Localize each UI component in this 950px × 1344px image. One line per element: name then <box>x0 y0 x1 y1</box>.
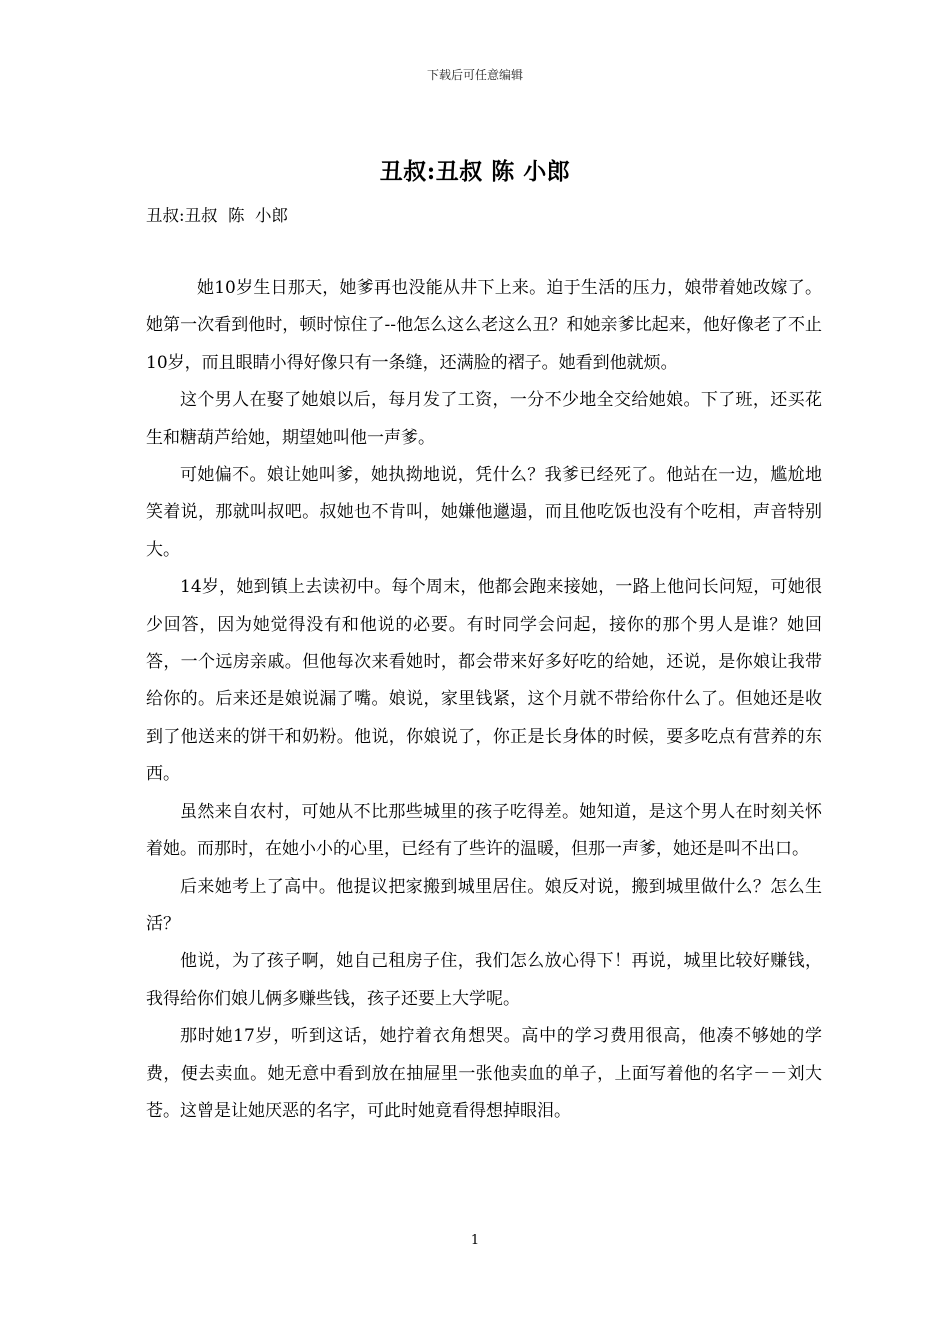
paragraph: 这个男人在娶了她娘以后，每月发了工资，一分不少地全交给她娘。下了班，还买花生和糖葫芦给她，期望她叫他一声爹。 <box>146 390 822 448</box>
paragraph: 那时她17岁，听到这话，她拧着衣角想哭。高中的学习费用很高，他凑不够她的学费，便去卖血。她无意中看到放在抽屉里一张他卖血的单子，上面写着他的名字－－刘大苍。这曾是让她厌恶的名字，可此时她竟看得想掉眼泪。 <box>146 1026 822 1121</box>
article-body <box>146 270 822 1130</box>
paragraph: 她10岁生日那天，她爹再也没能从井下上来。迫于生活的压力，娘带着她改嫁了。 她第一次看到他时，顿时惊住了--他怎么这么老这么丑？和她亲爹比起来，他好像老了不止10岁，而且眼睛小得好像只有一条缝，还满脸的褶子。她看到他就烦。 <box>146 278 822 373</box>
paragraph: 虽然来自农村，可她从不比那些城里的孩子吃得差。她知道，是这个男人在时刻关怀着她。而那时，在她小小的心里，已经有了些许的温暖，但那一声爹，她还是叫不出口。 <box>146 801 822 860</box>
paragraph: 他说，为了孩子啊，她自己租房子住，我们怎么放心得下！再说，城里比较好赚钱，我得给你们娘儿俩多赚些钱，孩子还要上大学呢。 <box>146 951 822 1009</box>
page-number: 1 <box>470 1233 480 1248</box>
paragraph: 14岁，她到镇上去读初中。每个周末，他都会跑来接她，一路上他问长问短，可她很少回答，因为她觉得没有和他说的必要。有时同学会问起，接你的那个男人是谁？她回答，一个远房亲戚。但他每次来看她时，都会带来好多好吃的给她，还说，是你娘让我带给你的。后来还是娘说漏了嘴。娘说，家里钱紧，这个月就不带给你什么了。但她还是收到了他送来的饼干和奶粉。他说，你娘说了，你正是长身体的时候，要多吃点有营养的东西。 <box>146 577 822 785</box>
paragraph: 可她偏不。娘让她叫爹，她执拗地说，凭什么？我爹已经死了。他站在一边，尴尬地笑着说，那就叫叔吧。叔她也不肯叫，她嫌他邋遢，而且他吃饭也没有个吃相，声音特别大。 <box>146 465 822 560</box>
document-subtitle: 丑叔:丑叔 陈 小郎 <box>146 206 289 225</box>
document-title: 丑叔:丑叔 陈 小郎 <box>379 158 571 185</box>
paragraph: 后来她考上了高中。他提议把家搬到城里居住。娘反对说，搬到城里做什么？怎么生活？ <box>146 876 822 934</box>
header-note: 下载后可任意编辑 <box>426 68 523 82</box>
